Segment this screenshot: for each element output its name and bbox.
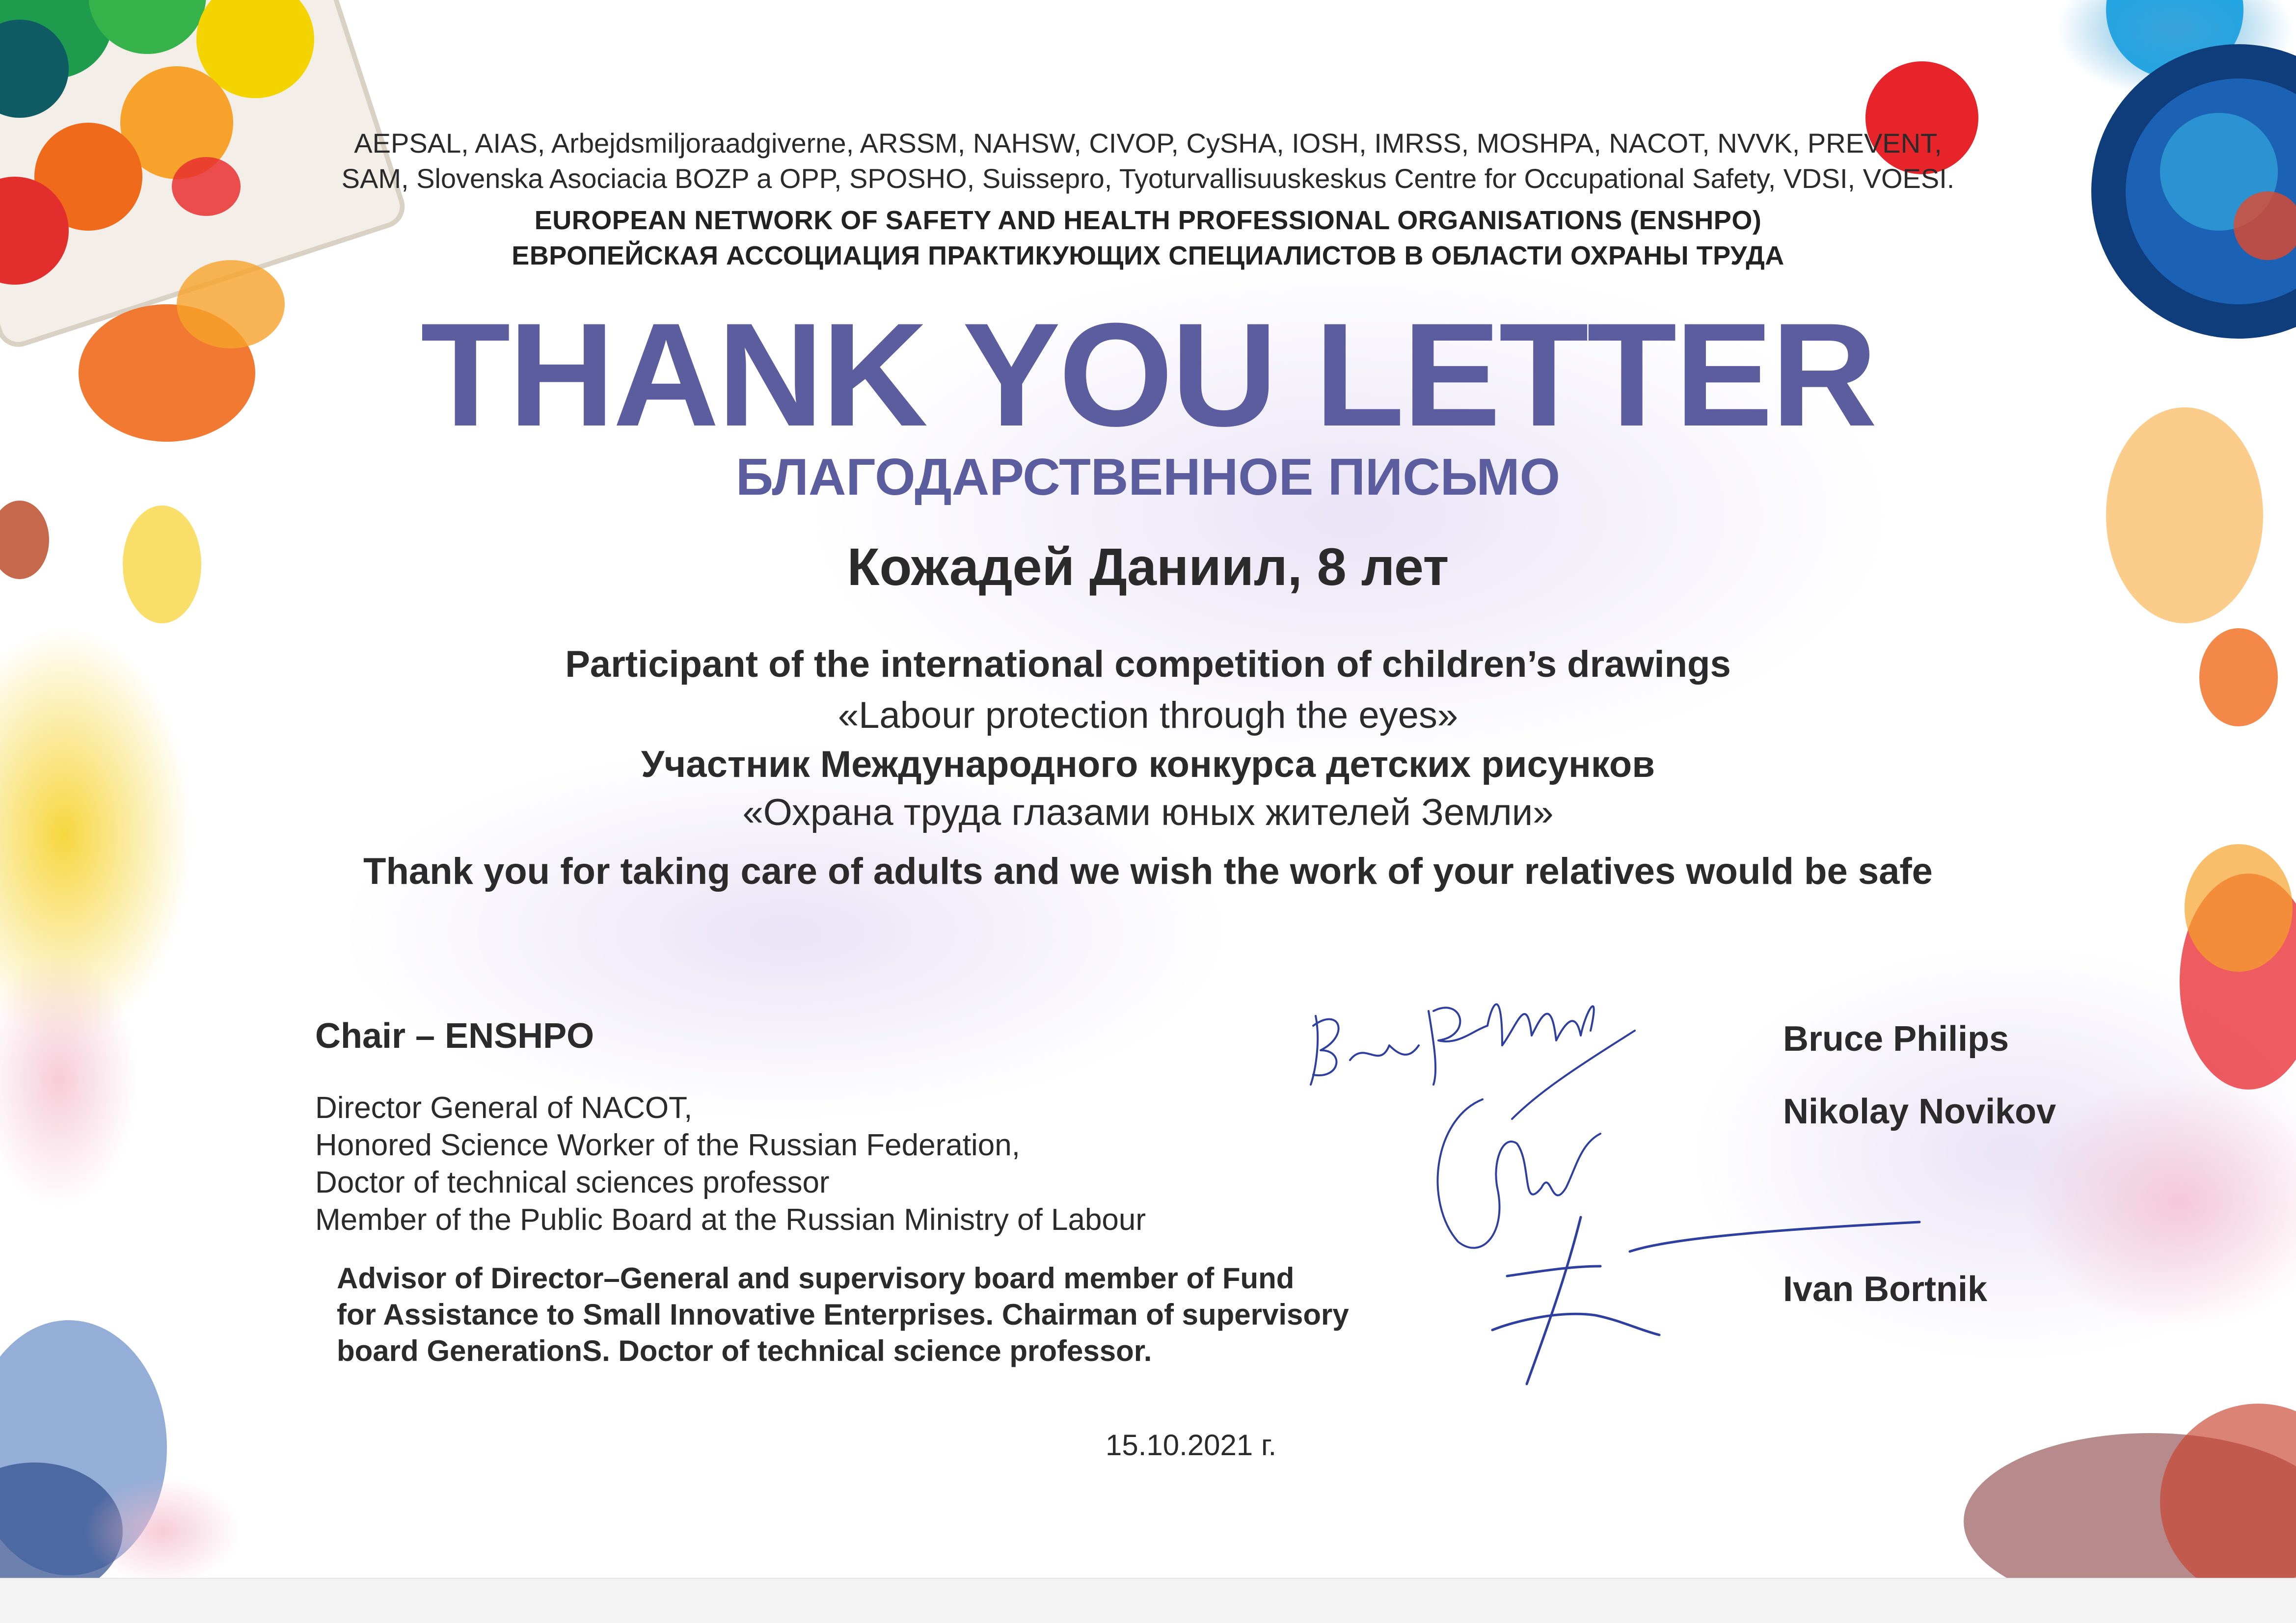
signature-bruce-philips [1311,1004,1594,1085]
network-name-en: EUROPEAN NETWORK OF SAFETY AND HEALTH PROFESSIONAL ORGANISATIONS (ENSHPO) [534,206,1762,235]
signatory-name: Ivan Bortnik [1783,1270,1988,1309]
credential-line: for Assistance to Small Innovative Enterprises. Chairman of supervisory [337,1298,1349,1331]
letter-subtitle-ru: БЛАГОДАРСТВЕННОЕ ПИСЬМО [735,448,1561,506]
thanks-message: Thank you for taking care of adults and we wish the work of your relatives would be safe [363,851,1933,892]
organizations-list-line-2: SAM, Slovenska Asociacia BOZP a OPP, SPOSHO, Suissepro, Tyoturvallisuuskeskus Centre for Occupational Safety, VDSI, VOESI. [341,163,1955,194]
letter-date: 15.10.2021 г. [1106,1429,1277,1462]
signatory-name: Nikolay Novikov [1783,1092,2056,1131]
signature-nikolay-novikov [1438,1031,1635,1248]
network-name-ru: ЕВРОПЕЙСКАЯ АССОЦИАЦИЯ ПРАКТИКУЮЩИХ СПЕЦИАЛИСТОВ В ОБЛАСТИ ОХРАНЫ ТРУДА [512,241,1784,270]
credential-line: Honored Science Worker of the Russian Federation, [315,1128,1020,1162]
organizations-list-line-1: AEPSAL, AIAS, Arbejdsmiljoraadgiverne, ARSSM, NAHSW, CIVOP, CySHA, IOSH, IMRSS, MOSHPA, NACOT, NVVK, PREVENT, [354,128,1942,159]
credential-line: Advisor of Director–General and supervisory board member of Fund [337,1262,1295,1295]
participant-line-en: Participant of the international competition of children’s drawings [565,643,1731,685]
director-credentials [315,1090,1146,1239]
scan-footer-band [0,1578,2296,1623]
participant-line-ru: Участник Международного конкурса детских рисунков [641,744,1655,785]
credential-line: Doctor of technical sciences professor [315,1166,830,1199]
recipient-name: Кожадей Даниил, 8 лет [847,537,1449,596]
credential-line: Director General of NACOT, [315,1091,693,1125]
credential-line: board GenerationS. Doctor of technical science professor. [337,1334,1152,1367]
chair-title: Chair – ENSHPO [315,1016,594,1056]
competition-name-ru: «Охрана труда глазами юных жителей Земли» [742,792,1554,833]
signatory-name: Bruce Philips [1783,1019,2009,1059]
advisor-credentials [337,1260,1349,1369]
letter-title: THANK YOU LETTER [420,292,1876,457]
competition-name-en: «Labour protection through the eyes» [837,694,1459,736]
credential-line: Member of the Public Board at the Russian Ministry of Labour [315,1203,1146,1237]
